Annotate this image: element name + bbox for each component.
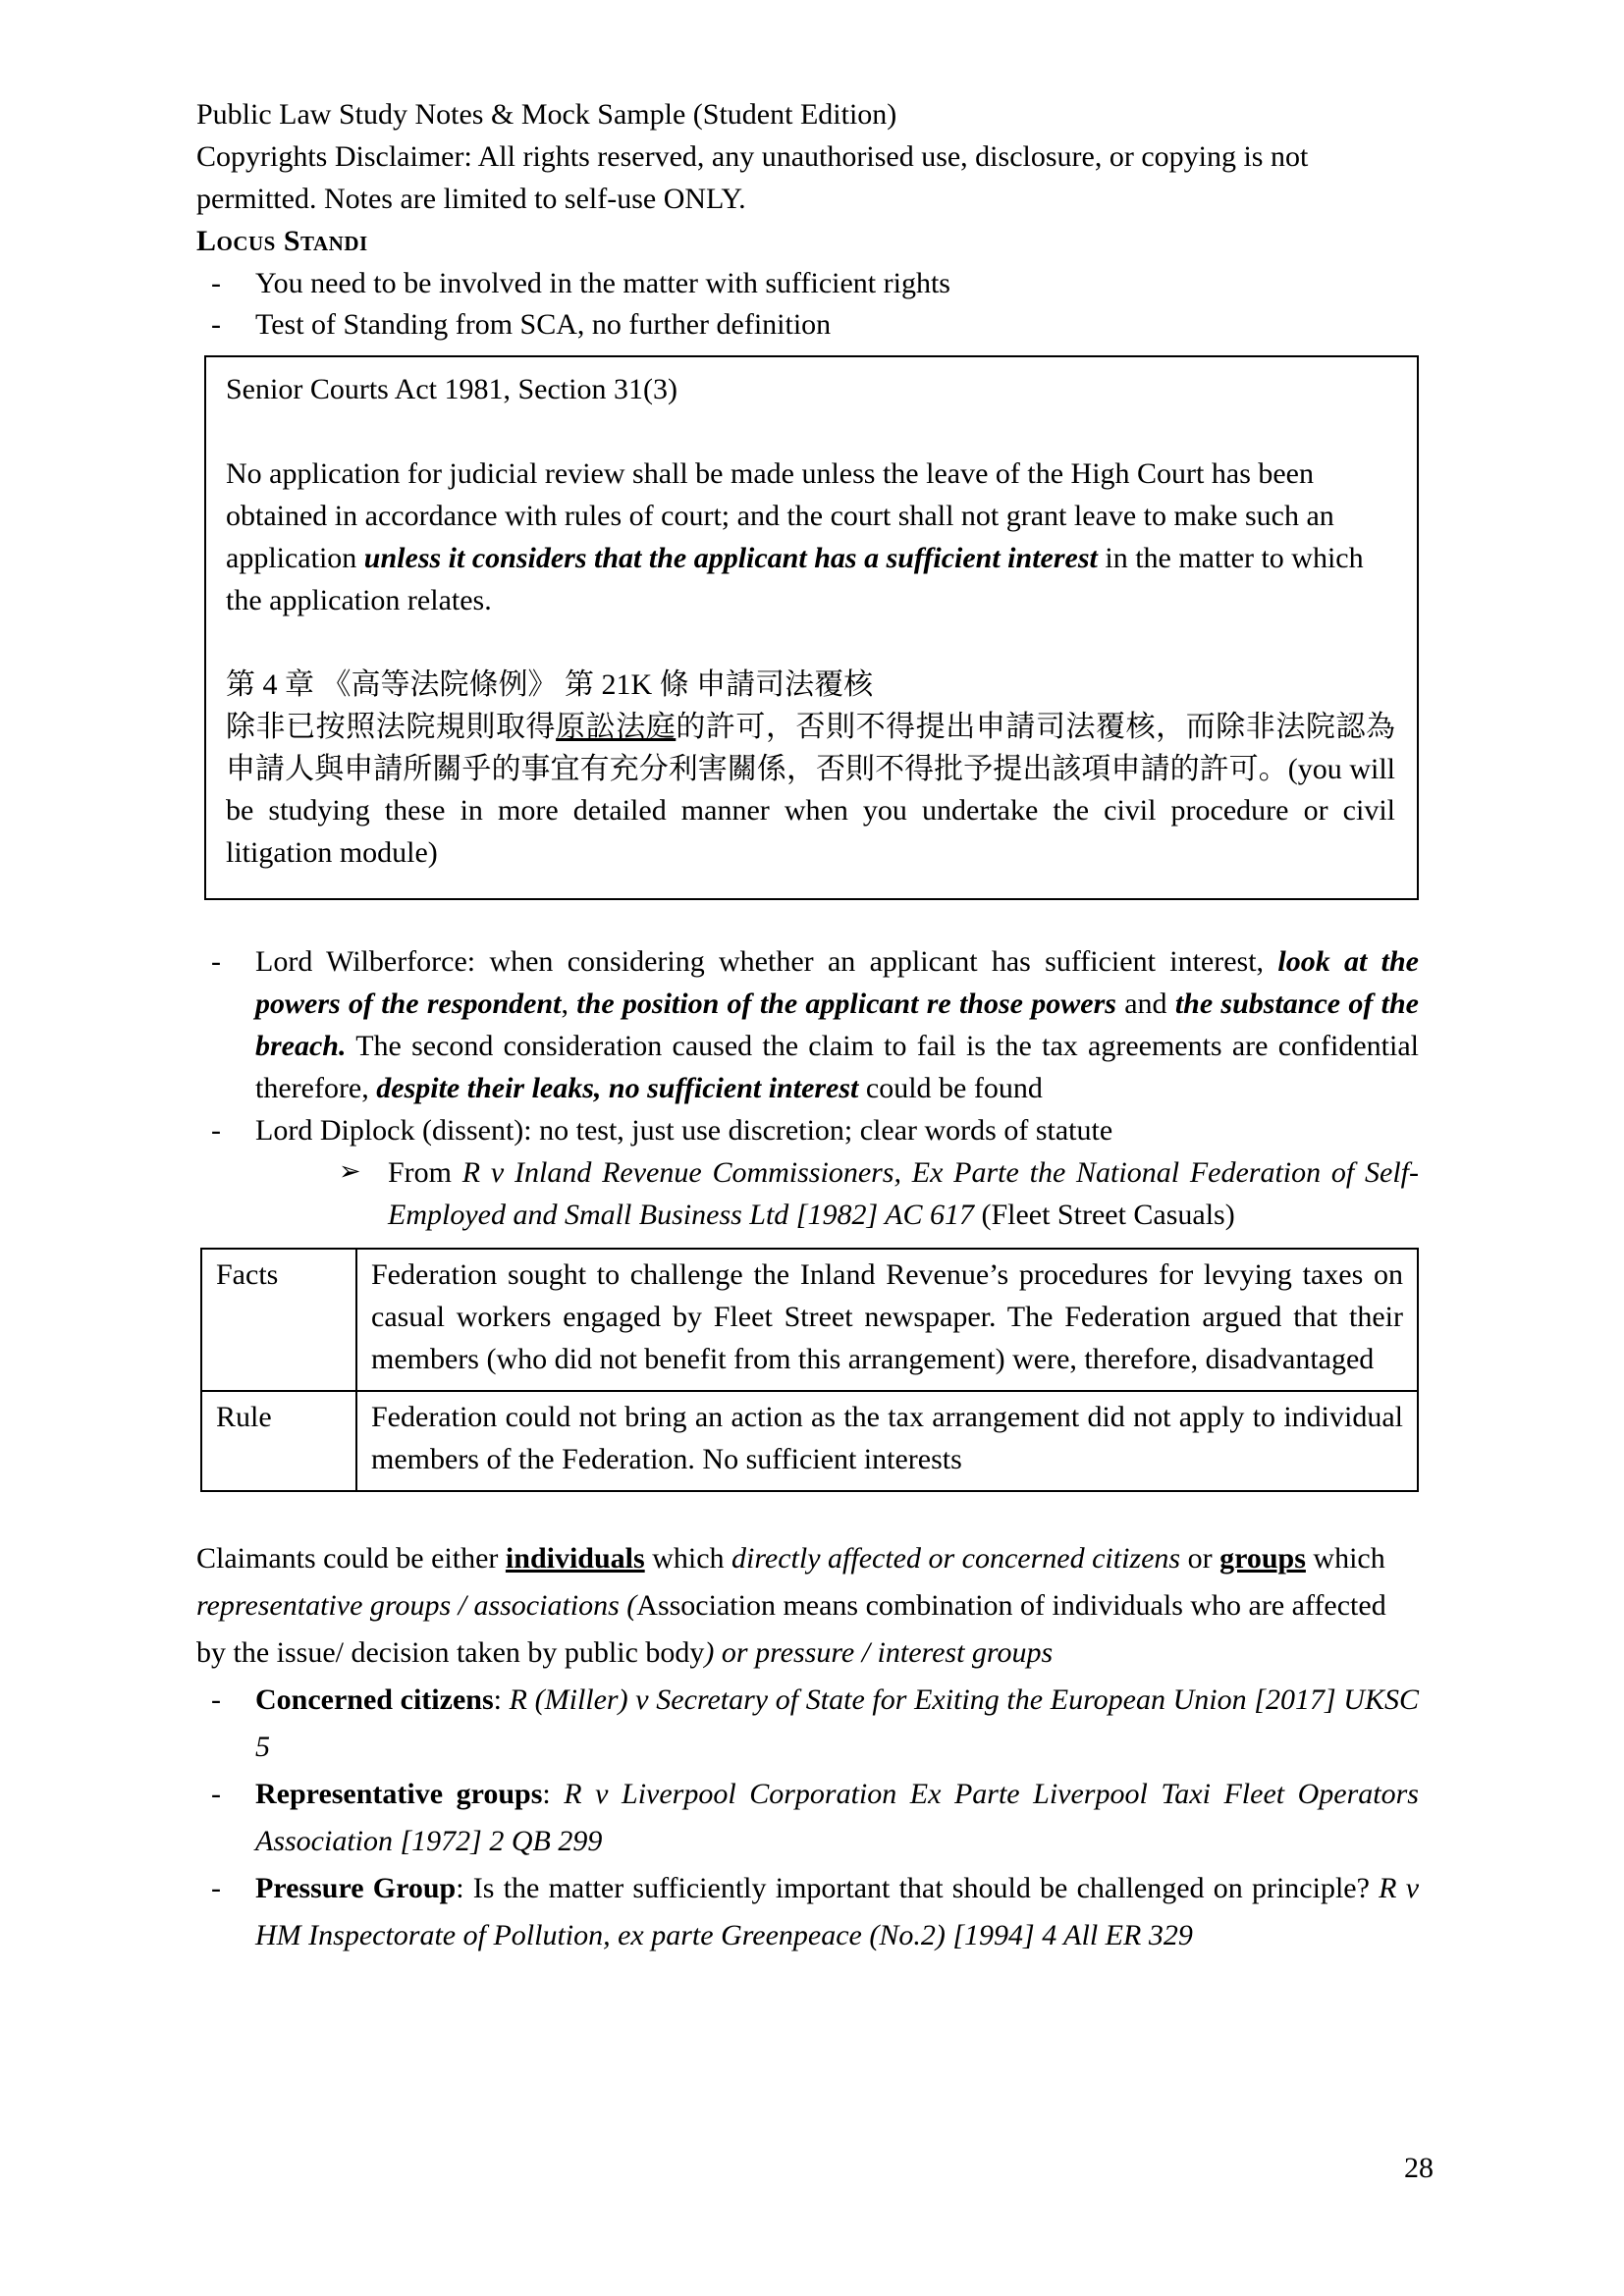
copyright-disclaimer: Copyrights Disclaimer: All rights reserved, any unauthorised use, disclosure, or copying is not permitted. Notes are limited to self-use ONLY. xyxy=(196,139,1309,215)
bullet-text: Representative groups: R v Liverpool Corporation Ex Parte Liverpool Taxi Fleet Operators Association [1972] 2 QB 299 xyxy=(255,1777,1419,1857)
row-label: Rule xyxy=(201,1391,356,1491)
list-item xyxy=(196,304,1419,347)
bullet-text: Lord Diplock (dissent): no test, just use discretion; clear words of statute xyxy=(255,1113,1113,1147)
statute-english-text: No application for judicial review shall be made unless the leave of the High Court has been obtained in accordance with rules of court; and the court shall not grant leave to make such an application unless it considers that the applicant has a sufficient interest in the matter to which the application relates. xyxy=(226,457,1364,616)
document-title: Public Law Study Notes & Mock Sample (Student Edition) xyxy=(196,98,897,131)
case-table xyxy=(200,1248,1419,1491)
list-item xyxy=(196,1677,1419,1771)
bullet-marker: - xyxy=(211,1871,221,1904)
page-number: 28 xyxy=(1404,2152,1434,2184)
row-text: Federation could not bring an action as the tax arrangement did not apply to individual members of the Federation. No sufficient interests xyxy=(356,1391,1418,1491)
statute-chinese-heading: 第 4 章 《高等法院條例》 第 21K 條 申請司法覆核 xyxy=(226,667,874,701)
bullet-text: Pressure Group: Is the matter sufficiently important that should be challenged on principle? R v HM Inspectorate of Pollution, ex parte Greenpeace (No.2) [1994] 4 All ER 329 xyxy=(255,1871,1420,1951)
diplock-bullet xyxy=(196,1110,1419,1152)
section-heading: Locus Standi xyxy=(196,224,368,257)
row-text: Federation sought to challenge the Inland Revenue’s procedures for levying taxes on casual workers engaged by Fleet Street newspaper. The Federation argued that their members (who did not benefit from this arrangement) were, therefore, disadvantaged xyxy=(356,1249,1418,1391)
document-header xyxy=(196,94,1419,221)
list-item xyxy=(196,1865,1419,1959)
claimants-paragraph: Claimants could be either individuals which directly affected or concerned citizens or groups which representative groups / associations (Association means combination of individuals who are affected by the issue/ decision taken by public body) or pressure / interest groups xyxy=(196,1541,1386,1669)
case-reference-bullet xyxy=(339,1152,1419,1237)
bullet-marker: - xyxy=(211,308,221,342)
bullet-text: You need to be involved in the matter with sufficient rights xyxy=(255,266,950,299)
bullet-text: Test of Standing from SCA, no further definition xyxy=(255,308,832,342)
bullet-text: Concerned citizens: R (Miller) v Secretary of State for Exiting the European Union [2017] UKSC 5 xyxy=(255,1682,1419,1763)
arrow-marker: ➢ xyxy=(339,1155,361,1186)
statute-title: Senior Courts Act 1981, Section 31(3) xyxy=(226,373,677,406)
wilberforce-bullet xyxy=(196,941,1419,1110)
list-item xyxy=(196,263,1419,305)
table-row xyxy=(201,1391,1418,1491)
list-item xyxy=(196,1771,1419,1865)
bullet-text: Lord Wilberforce: when considering whether an applicant has sufficient interest, look at the powers of the respondent, the position of the applicant re those powers and the substance of the breach. The second consideration caused the claim to fail is the tax agreements are confidential therefore, despite their leaks, no sufficient interest could be found xyxy=(255,945,1419,1104)
row-label: Facts xyxy=(201,1249,356,1391)
bullet-marker: - xyxy=(211,266,221,299)
table-row xyxy=(201,1249,1418,1391)
claimant-type-bullet-list xyxy=(196,1677,1419,1959)
intro-bullet-list xyxy=(196,263,1419,347)
bullet-marker: - xyxy=(211,945,221,979)
statute-box xyxy=(204,355,1419,900)
statute-chinese-text: 除非已按照法院規則取得原訟法庭的許可，否則不得提出申請司法覆核，而除非法院認為申請人與申請所關乎的事宜有充分利害關係，否則不得批予提出該項申請的許可。(you will be studying these in more detailed manner when you undertake the civil procedure or civil litigation module) xyxy=(226,710,1396,870)
bullet-marker: - xyxy=(211,1113,221,1147)
analysis-bullet-list xyxy=(196,941,1419,1236)
bullet-marker: - xyxy=(211,1682,221,1716)
bullet-marker: - xyxy=(211,1777,221,1810)
bullet-text: From R v Inland Revenue Commissioners, Ex Parte the National Federation of Self-Employed and Small Business Ltd [1982] AC 617 (Fleet Street Casuals) xyxy=(388,1155,1419,1231)
